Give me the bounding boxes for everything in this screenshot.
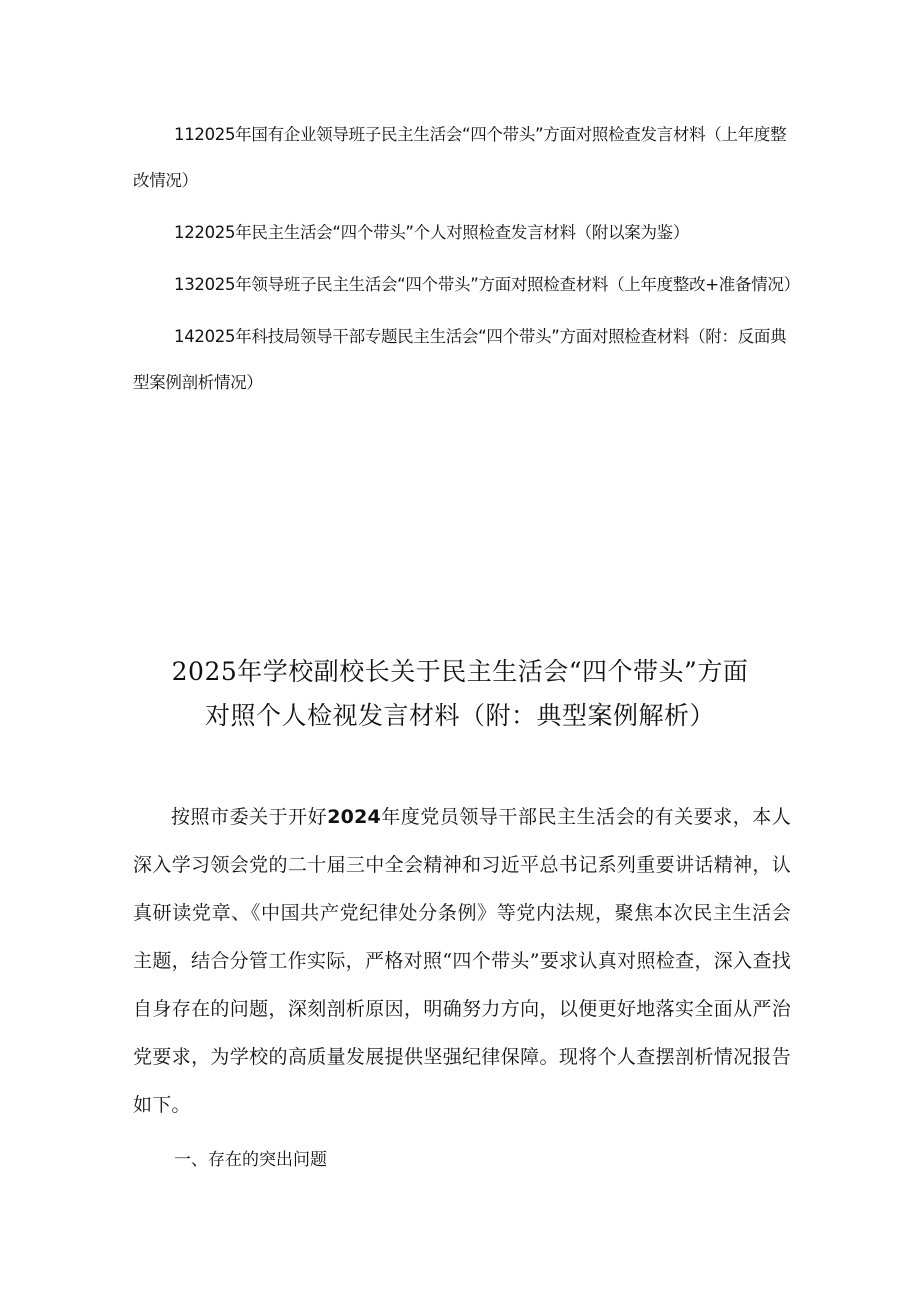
document-title-line-1: 2025年学校副校长关于民主生活会“四个带头”方面 <box>171 657 749 686</box>
section-heading: 一、存在的突出问题 <box>174 1150 327 1170</box>
intro-text-after: 年度党员领导干部民主生活会的有关要求，本人深入学习领会党的二十届三中全会精神和习近平总书记系列重要讲话精神，认真研读党章、《中国共产党纪律处分条例》等党内法规，聚焦本次民主生活会主题，结合分管工作实际，严格对照“四个带头”要求认真对照检查，深入查找自身存在的问题，深刻剖析原因，明确努力方向，以便更好地落实全面从严治党要求，为学校的高质量发展提供坚强纪律保障。现将个人查摆剖析情况报告如下。 <box>133 806 792 1116</box>
related-document-item-14: 142025年科技局领导干部专题民主生活会“四个带头”方面对照检查材料（附：反面典型案例剖析情况） <box>133 327 787 392</box>
intro-year: 2024 <box>327 806 381 828</box>
related-document-item-12: 122025年民主生活会“四个带头”个人对照检查发言材料（附以案为鉴） <box>174 223 690 242</box>
related-document-item-11: 112025年国有企业领导班子民主生活会“四个带头”方面对照检查发言材料（上年度整改情况） <box>133 125 787 190</box>
related-document-item-13: 132025年领导班子民主生活会“四个带头”方面对照检查材料（上年度整改+准备情况） <box>174 275 800 294</box>
intro-paragraph <box>133 793 791 1129</box>
document-title-line-2: 对照个人检视发言材料（附：典型案例解析） <box>204 701 715 730</box>
related-documents-list <box>133 112 800 412</box>
intro-text-before: 按照市委关于开好 <box>171 806 328 828</box>
document-title <box>100 650 820 738</box>
